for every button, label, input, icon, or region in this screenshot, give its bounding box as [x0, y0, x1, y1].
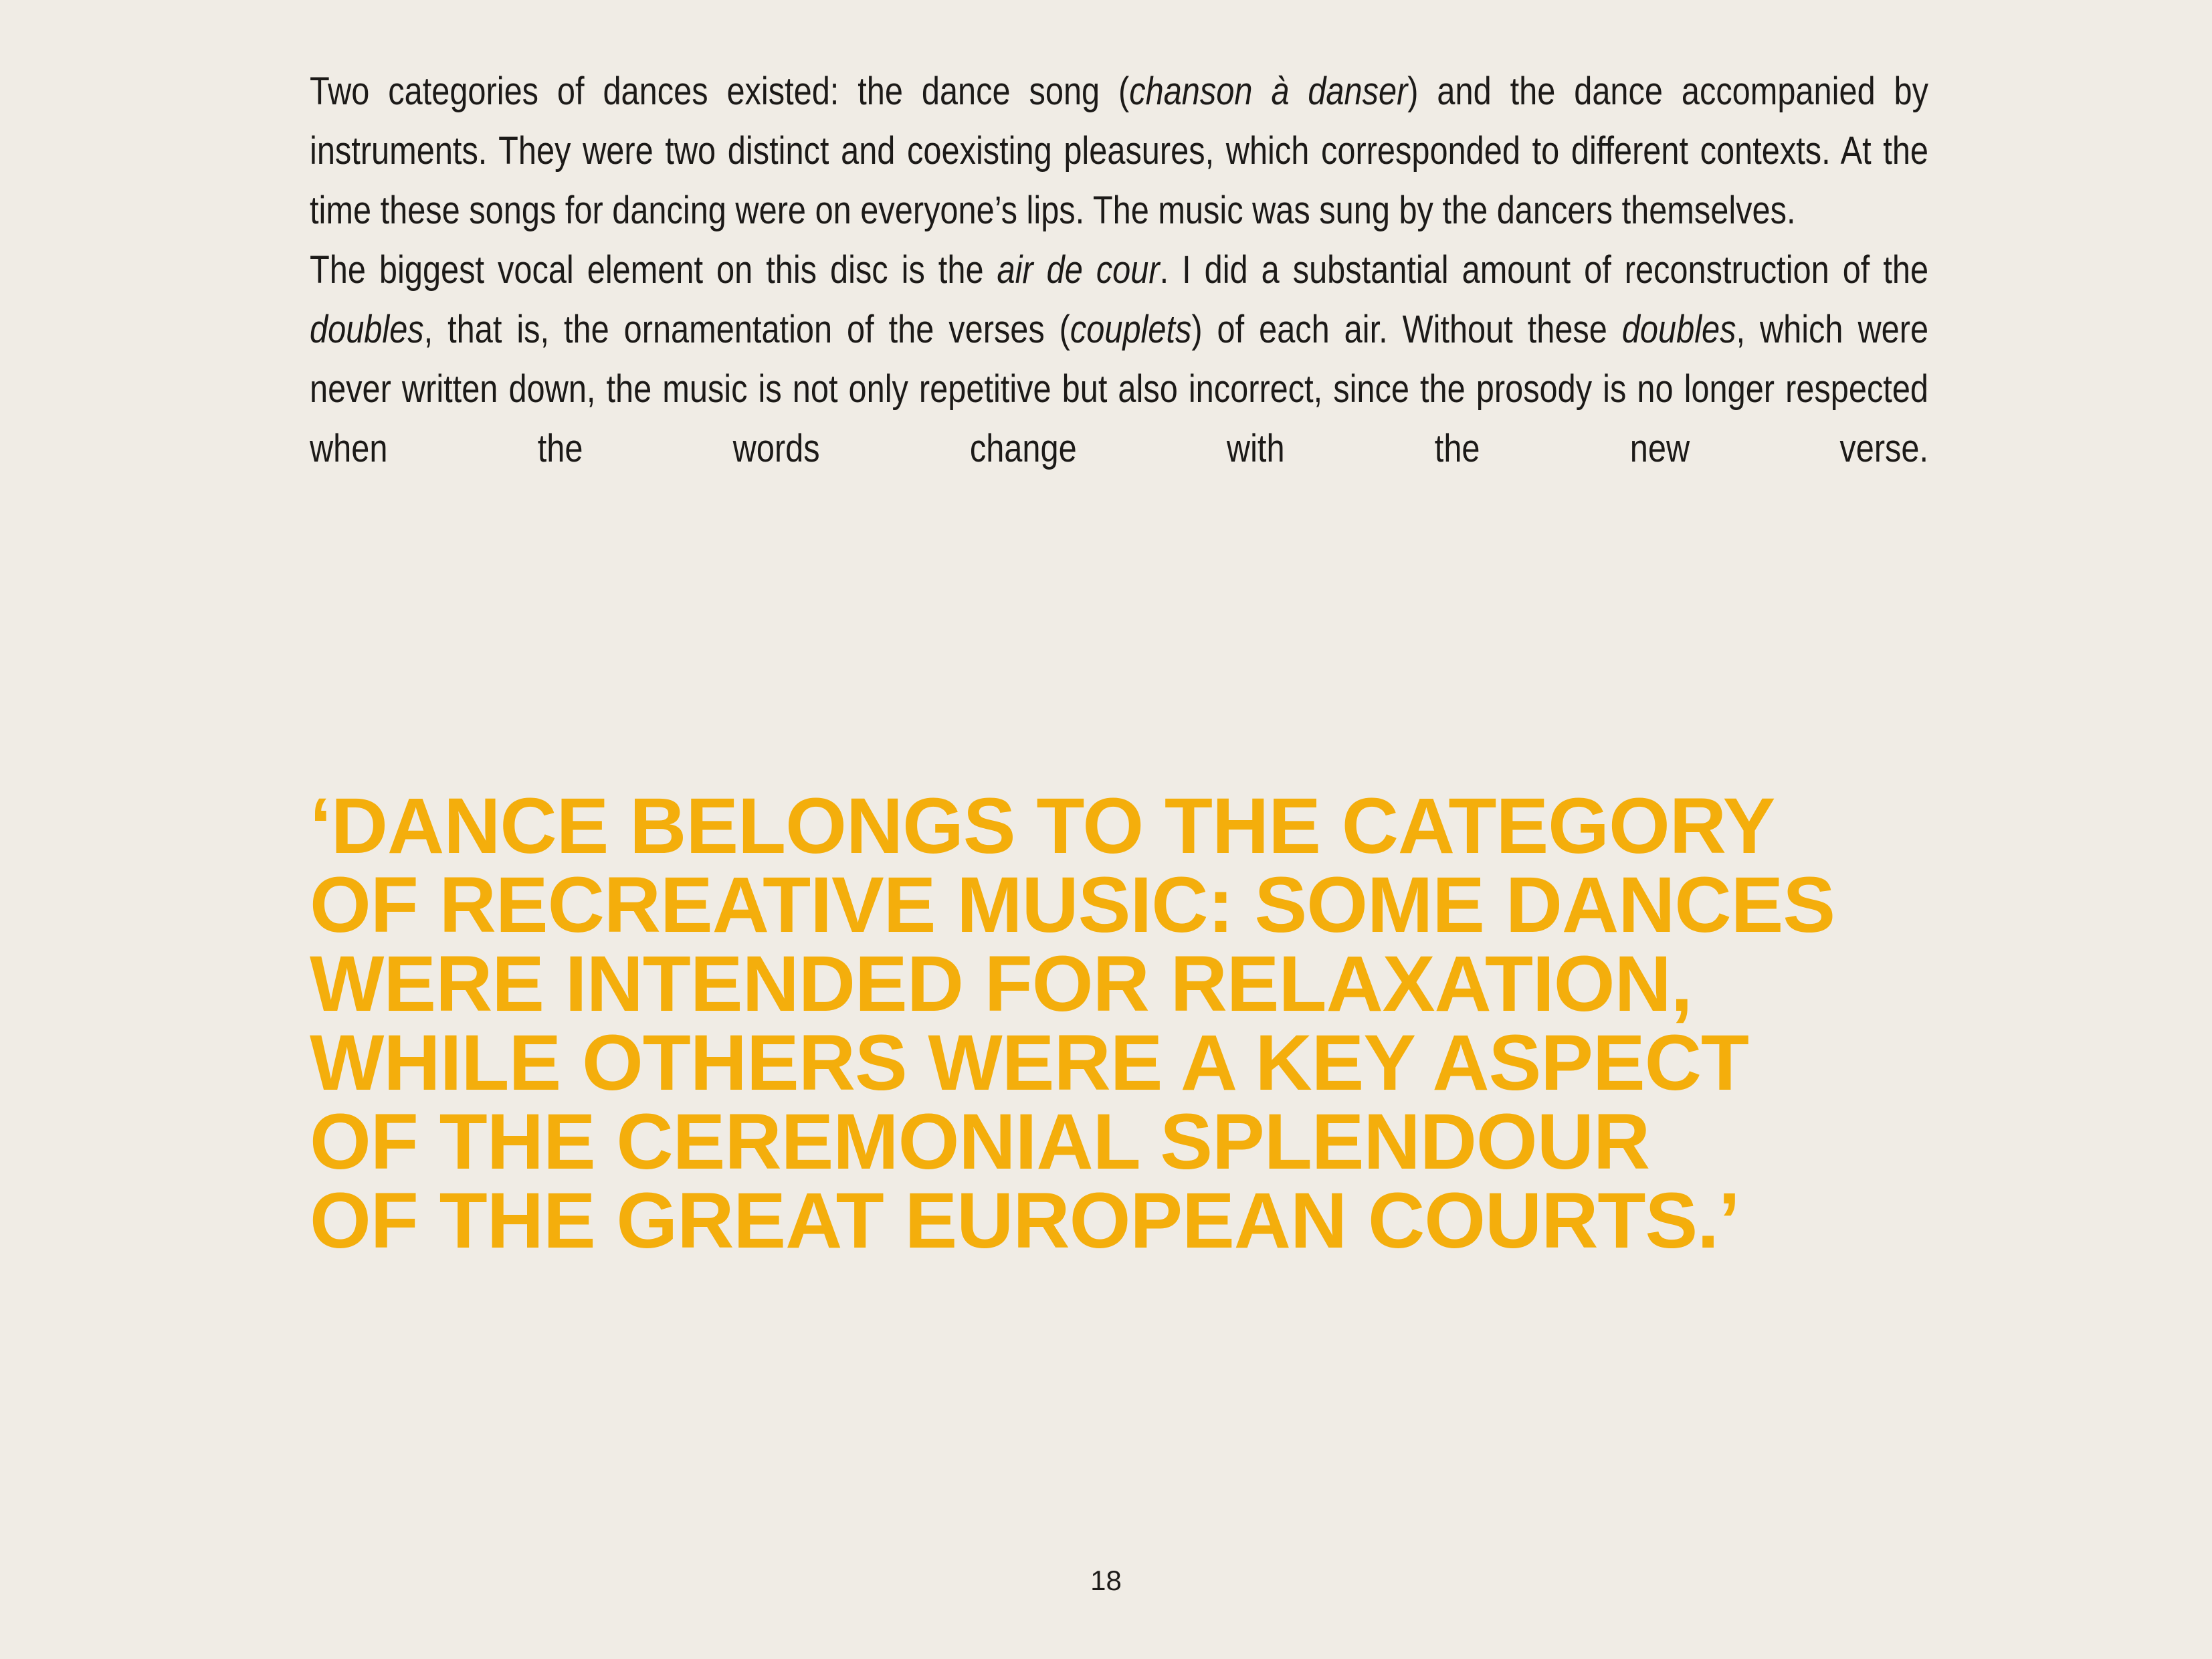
- italic-term: couplets: [1070, 308, 1192, 351]
- paragraph-text: The biggest vocal element on this disc is the: [310, 248, 997, 292]
- paragraph-text: , which were never written down, the music is not only repetitive but also incorrect, since the prosody is no longer respected when the words change with the new verse.: [310, 308, 1929, 470]
- italic-term: air de cour: [997, 248, 1160, 292]
- paragraph-dance-categories: [310, 62, 1928, 240]
- body-text: [310, 62, 1928, 478]
- paragraph-text: . I did a substantial amount of reconstruction of the: [1159, 248, 1929, 292]
- paragraph-text: , that is, the ornamentation of the verses (: [423, 308, 1070, 351]
- page-number: 18: [1090, 1565, 1122, 1596]
- pull-quote-line: OF RECREATIVE MUSIC: SOME DANCES: [310, 861, 1835, 949]
- pull-quote-line: OF THE CEREMONIAL SPLENDOUR: [310, 1098, 1650, 1186]
- italic-term: doubles: [1621, 308, 1736, 351]
- pull-quote-line: OF THE GREAT EUROPEAN COURTS.’: [310, 1177, 1740, 1265]
- paragraph-text: ) of each air. Without these: [1191, 308, 1622, 351]
- paragraph-text: ) and the dance accompanied by instruments. They were two distinct and coexisting pleasures, which corresponded to different contexts. At the time these songs for dancing were on everyone’s lips. The music was sung by the dancers themselves.: [310, 70, 1929, 232]
- pull-quote: [310, 782, 2116, 1265]
- pull-quote-line: WERE INTENDED FOR RELAXATION,: [310, 940, 1692, 1028]
- pull-quote-line: ‘DANCE BELONGS TO THE CATEGORY: [310, 782, 1775, 870]
- pull-quote-line: WHILE OTHERS WERE A KEY ASPECT: [310, 1019, 1748, 1107]
- italic-term: chanson à danser: [1129, 70, 1408, 113]
- italic-term: doubles: [310, 308, 424, 351]
- paragraph-air-de-cour: [310, 240, 1928, 478]
- paragraph-text: Two categories of dances existed: the dance song (: [310, 70, 1130, 113]
